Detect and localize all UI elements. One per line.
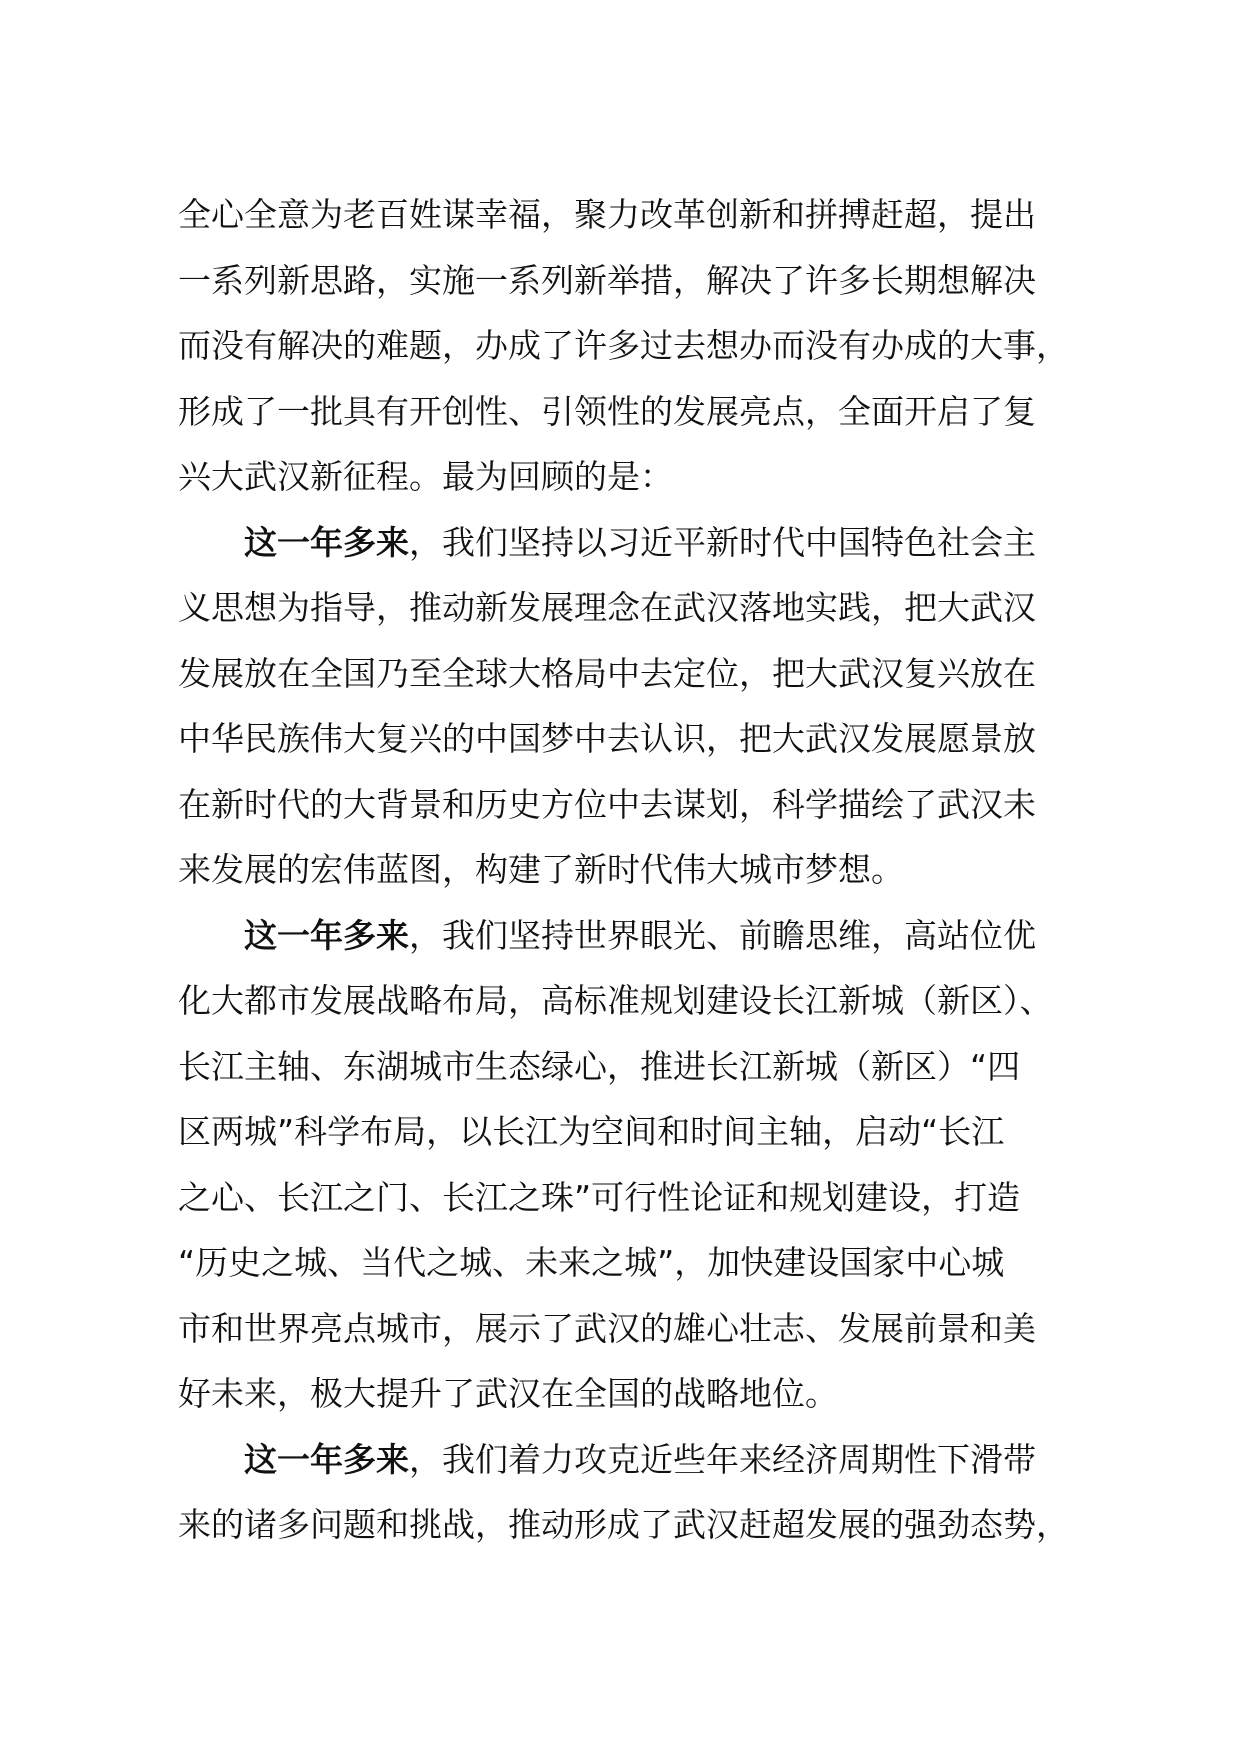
paragraph-lead: 这一年多来 (244, 522, 409, 562)
text-line: 而没有解决的难题，办成了许多过去想办而没有办成的大事， (178, 326, 1069, 365)
paragraph-lead: 这一年多来 (244, 1439, 409, 1479)
text-line: 在新时代的大背景和历史方位中去谋划，科学描绘了武汉未 (178, 784, 1036, 824)
text-line: 中华民族伟大复兴的中国梦中去认识，把大武汉发展愿景放 (178, 719, 1036, 758)
text-line: 全心全意为老百姓谋幸福，聚力改革创新和拼搏赶超，提出 (178, 195, 1036, 234)
paragraph-lead: 这一年多来 (244, 915, 409, 955)
paragraph-first-line (178, 510, 1064, 576)
text-line: 发展放在全国乃至全球大格局中去定位，把大武汉复兴放在 (178, 653, 1036, 693)
text-line: 义思想为指导，推动新发展理念在武汉落地实践，把大武汉 (178, 588, 1036, 627)
text-line: 一系列新思路，实施一系列新举措，解决了许多长期想解决 (178, 260, 1036, 300)
document-page (178, 182, 1069, 1558)
text-fragment: ，我们着力攻克近些年来经济周期性下滑带 (409, 1439, 1036, 1479)
text-line: 来的诸多问题和挑战，推动形成了武汉赶超发展的强劲态势， (178, 1505, 1069, 1544)
text-line: 区两城”科学布局，以长江为空间和时间主轴，启动“长江 (178, 1112, 1005, 1151)
text-line: “历史之城、当代之城、未来之城”，加快建设国家中心城 (178, 1243, 1005, 1282)
paragraph-3 (178, 903, 1064, 1427)
text-line: 化大都市发展战略布局，高标准规划建设长江新城（新区）、 (178, 981, 1053, 1020)
text-fragment: ，我们坚持以习近平新时代中国特色社会主 (409, 522, 1036, 562)
paragraph-1 (178, 182, 1069, 510)
paragraph-2 (178, 510, 1064, 903)
text-line: 之心、长江之门、长江之珠”可行性论证和规划建设，打造 (178, 1177, 1021, 1217)
text-line: 兴大武汉新征程。最为回顾的是： (178, 457, 673, 496)
text-line: 好未来，极大提升了武汉在全国的战略地位。 (178, 1374, 838, 1413)
text-line: 形成了一批具有开创性、引领性的发展亮点，全面开启了复 (178, 391, 1036, 431)
text-line: 来发展的宏伟蓝图，构建了新时代伟大城市梦想。 (178, 850, 904, 889)
text-fragment: ，我们坚持世界眼光、前瞻思维，高站位优 (409, 915, 1036, 955)
paragraph-first-line (178, 1427, 1064, 1493)
text-line: 市和世界亮点城市，展示了武汉的雄心壮志、发展前景和美 (178, 1308, 1036, 1348)
paragraph-4 (178, 1427, 1069, 1558)
text-line: 长江主轴、东湖城市生态绿心，推进长江新城（新区）“四 (178, 1046, 1021, 1086)
paragraph-first-line (178, 903, 1064, 969)
